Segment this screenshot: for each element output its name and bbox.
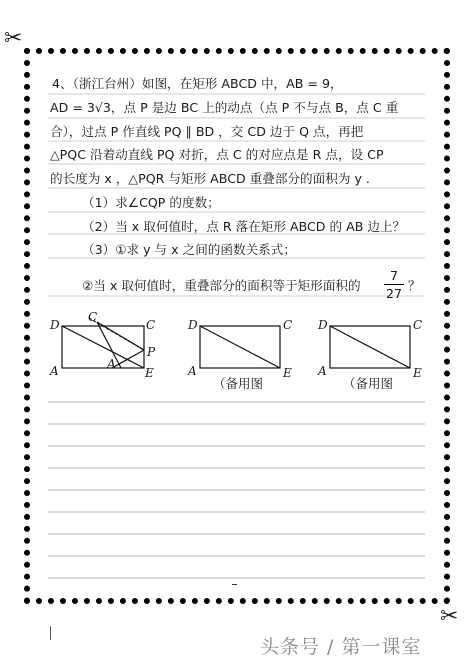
question-3b-tail: ？ [408,278,421,293]
cursor-mark [50,626,51,640]
fraction-denominator: 27 [385,286,403,301]
fig1-label-a: A [50,364,59,378]
fig1-label-e: E [145,366,154,380]
problem-line-1: 4、（浙江台州）如图，在矩形 ABCD 中，AB = 9， [52,76,343,91]
fig1-label-p: P [147,345,156,359]
scissors-icon: ✂ [440,604,459,629]
problem-line-5: 的长度为 x ，△PQR 与矩形 ABCD 重叠部分的面积为 y . [50,171,370,186]
fig3-label-c: C [413,318,423,332]
problem-line-2: AD = 3√3，点 P 是边 BC 上的动点（点 P 不与点 B，点 C 重 [50,100,399,115]
question-2: （2）当 x 取何值时，点 R 落在矩形 ABCD 的 AB 边上？ [82,219,406,234]
fig3-caption: （备用图 [343,376,394,391]
fig3-label-d: D [318,318,328,332]
fig1-label-d: D [50,318,60,332]
bottom-mark [232,584,237,585]
problem-line-4: △PQC 沿着动直线 PQ 对折，点 C 的对应点是 R 点，设 CP [50,147,384,162]
fig1-label-c: C [146,318,156,332]
fig2-caption: （备用图 [213,376,264,391]
fig3-label-e: E [413,366,422,380]
fig2-label-d: D [188,318,198,332]
fig2-label-c: C [283,318,293,332]
question-3b: ②当 x 取何值时，重叠部分的面积等于矩形面积的 [82,278,361,293]
fig2-label-e: E [283,366,292,380]
scissors-icon: ✂ [4,26,23,51]
fig2-label-a: A [188,364,197,378]
fraction-7-27 [384,268,404,301]
question-1: （1）求∠CQP 的度数； [82,195,220,210]
fig1-label-c-top: C [88,310,98,324]
watermark: 头条号 / 第一课室 [260,636,422,658]
fig3-label-a: A [318,364,327,378]
fraction-numerator: 7 [389,268,398,283]
fig1-label-r: A [107,357,116,371]
problem-line-3: 合），过点 P 作直线 PQ ∥ BD ，交 CD 边于 Q 点，再把 [50,124,364,139]
question-3: （3）①求 y 与 x 之间的函数关系式； [82,242,296,257]
